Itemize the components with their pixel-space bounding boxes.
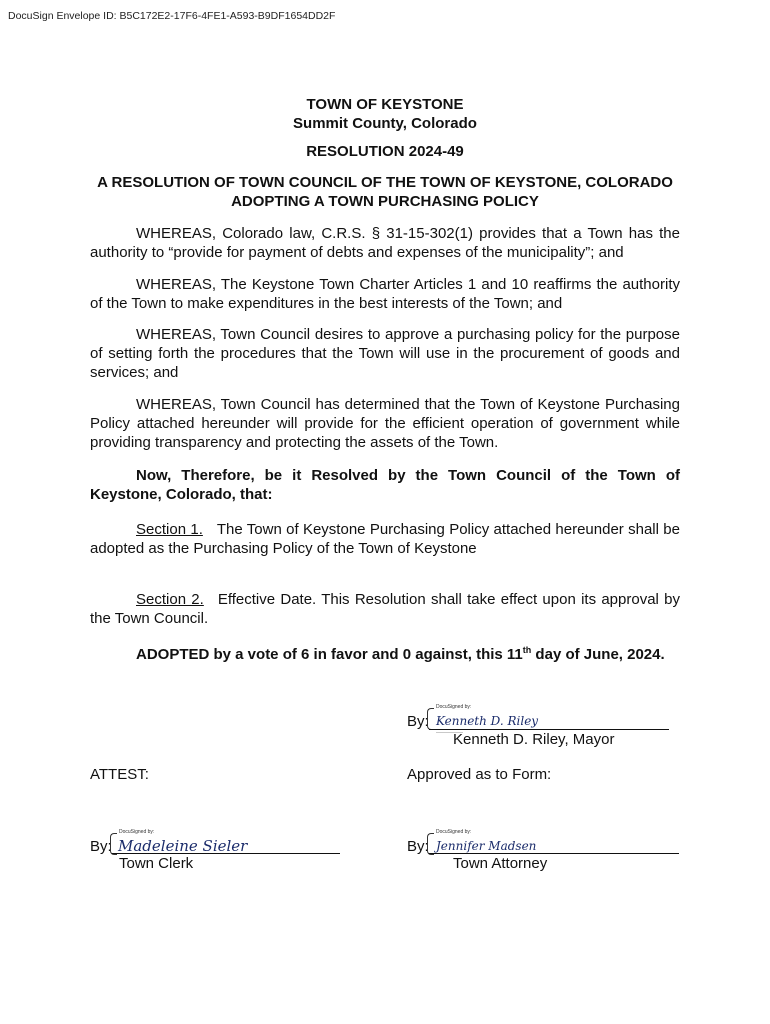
section-1-text: The Town of Keystone Purchasing Policy attached hereunder shall be adopted as the Purchasing Policy of the Town of Keystone xyxy=(90,521,680,557)
mayor-signature: Kenneth D. Riley xyxy=(436,714,539,728)
attorney-signature: Jennifer Madsen xyxy=(436,839,537,853)
mayor-signature-line xyxy=(429,729,669,730)
docusign-bracket xyxy=(427,708,434,730)
section-2-text: Effective Date. This Resolution shall take effect upon its approval by the Town Council. xyxy=(90,591,680,627)
resolution-title xyxy=(0,173,770,211)
section-1-label: Section 1. xyxy=(136,521,203,538)
docusign-tag: DocuSigned by: xyxy=(436,704,472,710)
section-1 xyxy=(90,520,680,558)
whereas-paragraph-1: WHEREAS, Colorado law, C.R.S. § 31-15-302(1) provides that a Town has the authority to “provide for payment of debts and expenses of the municipality”; and xyxy=(90,225,680,261)
clerk-signature-line xyxy=(112,853,340,854)
county-name: Summit County, Colorado xyxy=(293,115,477,132)
mayor-by-label: By: xyxy=(407,713,429,730)
resolution-title-line1: A RESOLUTION OF TOWN COUNCIL OF THE TOWN OF KEYSTONE, COLORADO xyxy=(97,174,673,191)
section-2 xyxy=(90,590,680,628)
attorney-by-label: By: xyxy=(407,838,429,855)
resolution-title-line2: ADOPTING A TOWN PURCHASING POLICY xyxy=(231,193,539,210)
docusign-tag: DocuSigned by: xyxy=(119,829,155,835)
attest-label: ATTEST: xyxy=(90,766,149,783)
whereas-paragraph-2: WHEREAS, The Keystone Town Charter Articles 1 and 10 reaffirms the authority of the Town to make expenditures in the best interests of the Town; and xyxy=(90,276,680,312)
attorney-title: Town Attorney xyxy=(453,855,548,872)
clerk-by-label: By: xyxy=(90,838,112,855)
docusign-bracket xyxy=(427,833,434,855)
clerk-title: Town Clerk xyxy=(119,855,194,872)
clerk-signature: Madeleine Sieler xyxy=(118,837,248,855)
attorney-signature-line xyxy=(429,853,679,854)
resolution-number: RESOLUTION 2024-49 xyxy=(306,143,464,160)
docusign-tag: DocuSigned by: xyxy=(436,829,472,835)
whereas-paragraph-3: WHEREAS, Town Council desires to approve a purchasing policy for the purpose of setting forth the procedures that the Town will use in the procurement of goods and services; and xyxy=(90,326,680,381)
docusign-envelope-id: DocuSign Envelope ID: B5C172E2-17F6-4FE1-A593-B9DF1654DD2F xyxy=(8,10,336,22)
approved-as-to-form-label: Approved as to Form: xyxy=(407,766,552,783)
town-name: TOWN OF KEYSTONE xyxy=(306,96,464,113)
resolved-clause: Now, Therefore, be it Resolved by the Town Council of the Town of Keystone, Colorado, that: xyxy=(90,467,680,503)
adopted-statement: ADOPTED by a vote of 6 in favor and 0 against, this 11th day of June, 2024. xyxy=(136,645,665,663)
whereas-paragraph-4: WHEREAS, Town Council has determined that the Town of Keystone Purchasing Policy attached hereunder will provide for the efficient operation of government while providing transparency and protecting the assets of the Town. xyxy=(90,396,680,451)
document-header xyxy=(0,95,770,133)
mayor-name: Kenneth D. Riley, Mayor xyxy=(453,731,615,748)
docusign-bracket xyxy=(110,833,117,855)
section-2-label: Section 2. xyxy=(136,591,204,608)
docusign-code: —————— xyxy=(436,730,463,735)
